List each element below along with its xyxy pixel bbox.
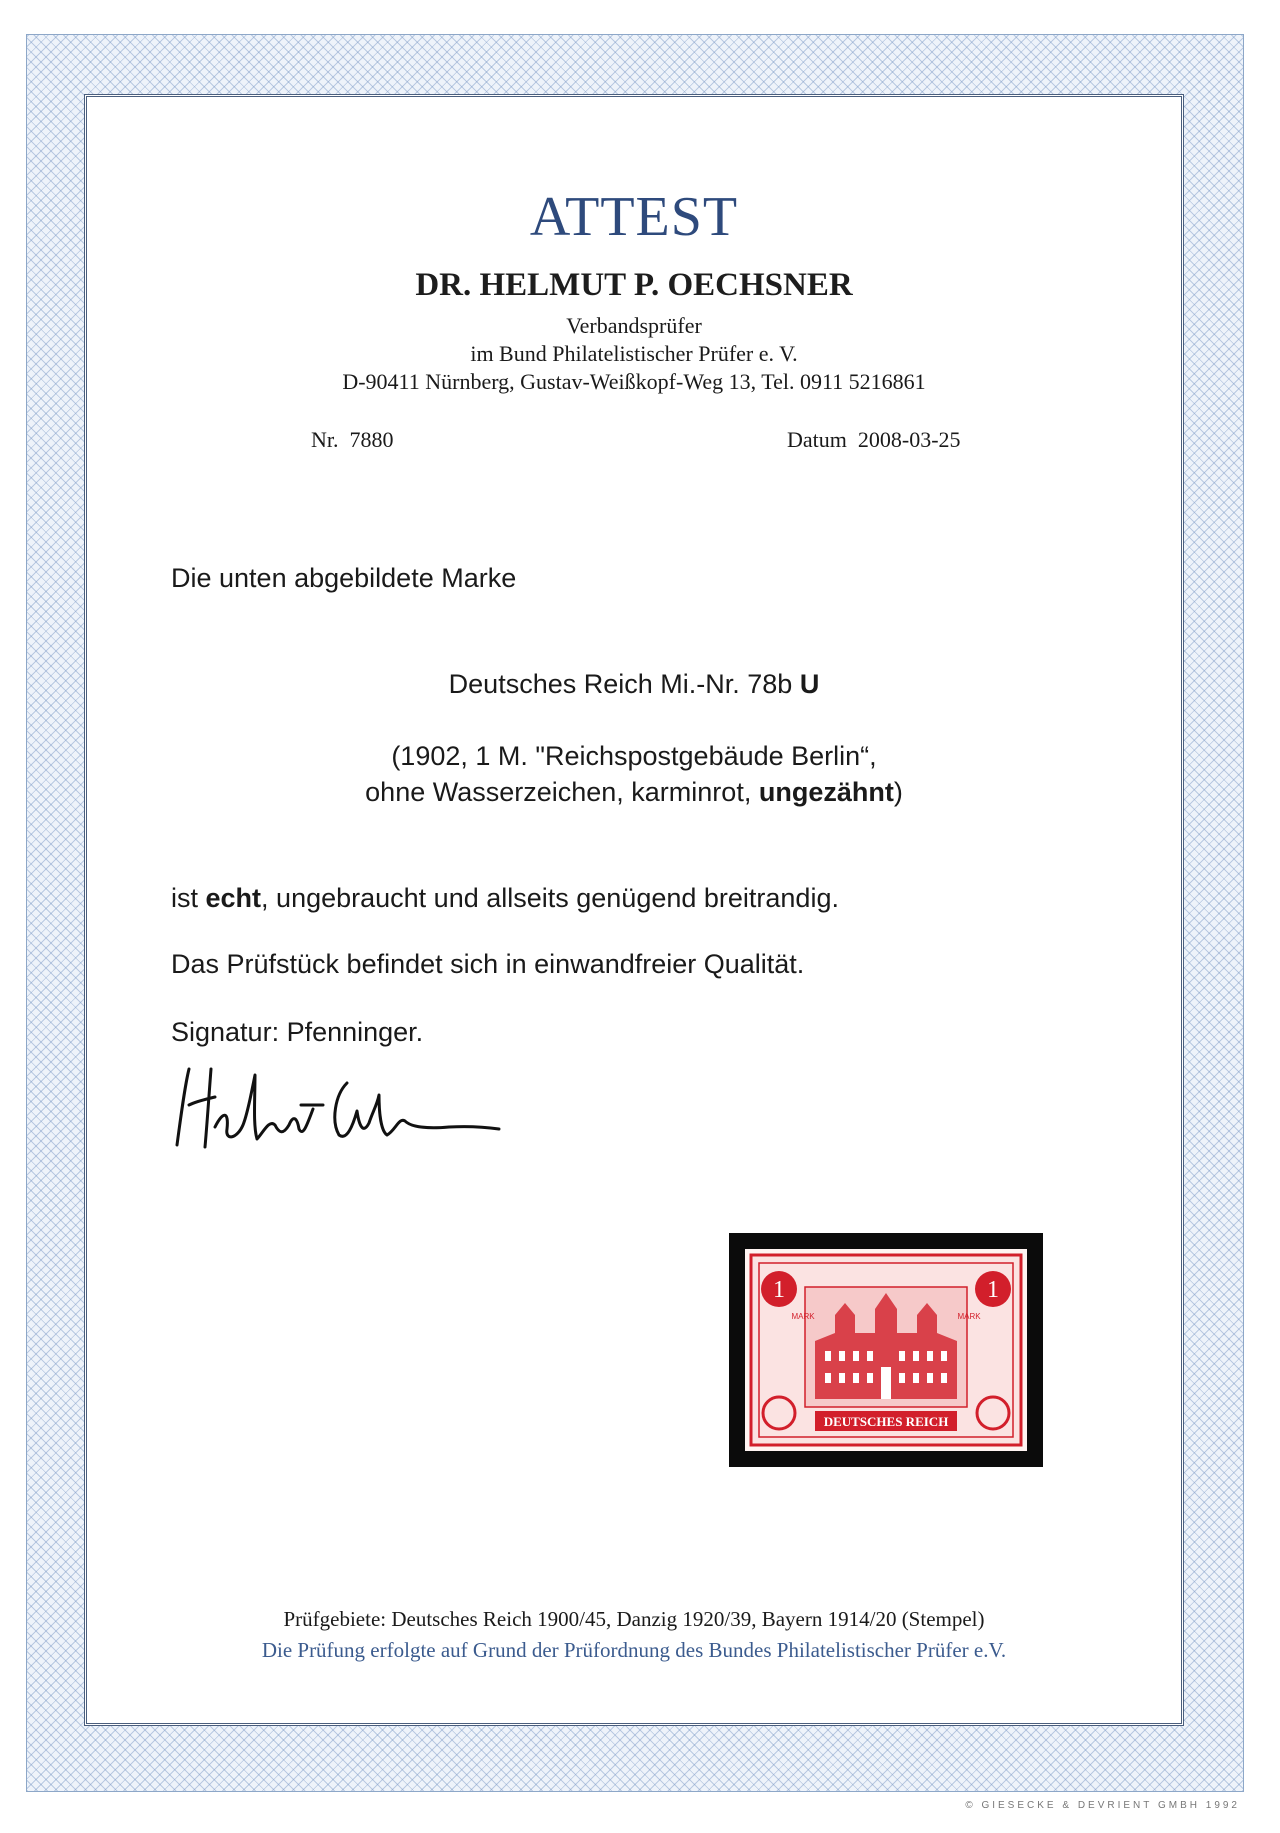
footer-line-2: Die Prüfung erfolgte auf Grund der Prüfordnung des Bundes Philatelistischer Prüfer e.V.: [261, 1638, 1007, 1662]
issuer-address: D-90411 Nürnberg, Gustav-Weißkopf-Weg 13, Tel. 0911 5216861: [342, 369, 926, 394]
detail-line-2-bold: ungezähnt: [758, 777, 894, 807]
stamp-denomination-right: 1: [987, 1277, 999, 1303]
certificate-date: [787, 427, 961, 453]
catalog-prefix: Deutsches Reich Mi.-Nr. 78b: [448, 669, 793, 699]
footer-line-1: Prüfgebiete: Deutsches Reich 1900/45, Danzig 1920/39, Bayern 1914/20 (Stempel): [283, 1607, 985, 1631]
datum-value: 2008-03-25: [857, 427, 961, 452]
certificate-title: ATTEST: [529, 186, 739, 248]
catalog-suffix: U: [799, 669, 820, 699]
nr-value: 7880: [349, 427, 394, 452]
issuer-role: Verbandsprüfer: [566, 313, 702, 338]
datum-label: Datum: [787, 427, 847, 452]
issuer-association: im Bund Philatelistischer Prüfer e. V.: [470, 341, 798, 366]
stamp-denomination-left: 1: [773, 1277, 785, 1303]
stamp-image-frame: [729, 1233, 1043, 1467]
verdict-rest: , ungebraucht und allseits genügend breitrandig.: [261, 883, 839, 913]
handwritten-signature: [167, 1055, 507, 1165]
verdict-prefix: ist: [171, 883, 198, 913]
detail-line-2: [87, 777, 1181, 808]
detail-line-1: (1902, 1 M. "Reichspostgebäude Berlin“,: [391, 741, 877, 771]
detail-line-2-end: ): [893, 777, 903, 807]
intro-text: Die unten abgebildete Marke: [171, 563, 517, 593]
catalog-line: [87, 669, 1181, 700]
stamp-unit-right: MARK: [957, 1312, 981, 1321]
nr-label: Nr.: [311, 427, 339, 452]
detail-line-2-prefix: ohne Wasserzeichen, karminrot,: [365, 777, 752, 807]
stamp-image: [745, 1249, 1027, 1451]
verdict-line: [171, 883, 839, 914]
quality-line: Das Prüfstück befindet sich in einwandfreier Qualität.: [171, 949, 805, 979]
signatur-line: Signatur: Pfenninger.: [171, 1017, 424, 1047]
stamp-inscription: DEUTSCHES REICH: [823, 1414, 949, 1429]
certificate-panel: [84, 94, 1184, 1726]
stamp-unit-left: MARK: [791, 1312, 815, 1321]
issuer-name: DR. HELMUT P. OECHSNER: [415, 267, 853, 303]
printer-imprint: © GIESECKE & DEVRIENT GMBH 1992: [965, 1800, 1240, 1811]
verdict-bold: echt: [205, 883, 262, 913]
certificate-number: [311, 427, 394, 453]
